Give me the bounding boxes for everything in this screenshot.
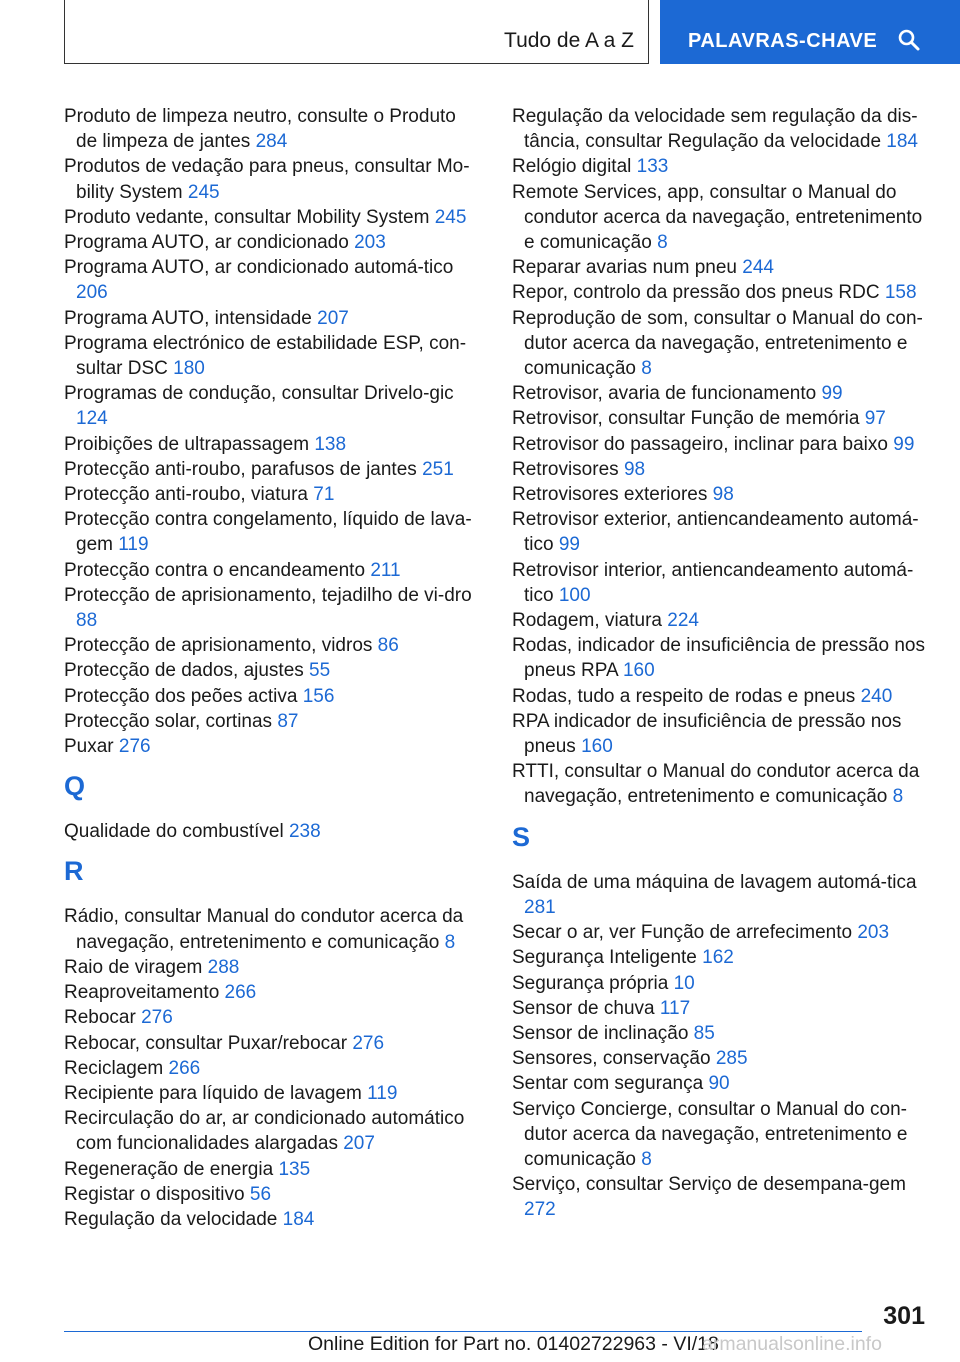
index-entry-text: Programas de condução, consultar Drivelo‐gic — [64, 383, 454, 405]
page-reference-link[interactable]: 99 — [893, 433, 915, 455]
page-reference-link[interactable]: 97 — [864, 408, 886, 430]
index-entry-text: Qualidade do combustível — [64, 821, 284, 843]
page-reference-link[interactable]: 86 — [377, 635, 399, 657]
index-entry-text: Rádio, consultar Manual do condutor acerca da navegação, entretenimento e comunicação — [64, 906, 464, 953]
index-entry — [64, 1157, 482, 1182]
index-entry-text: Retrovisor, avaria de funcionamento — [512, 383, 817, 405]
page-reference-link[interactable]: 133 — [636, 156, 669, 178]
index-entry — [64, 658, 482, 683]
tab-a-z[interactable] — [64, 0, 649, 64]
page-reference-link[interactable]: 276 — [118, 736, 151, 758]
index-entry — [512, 507, 932, 557]
index-entry-text: Recirculação do ar, ar condicionado automático com funcionalidades alargadas — [64, 1108, 465, 1155]
index-entry-text: Puxar — [64, 736, 114, 758]
index-entry-text: Serviço, consultar Serviço de desempana‐gem — [512, 1174, 906, 1196]
index-entry — [512, 180, 932, 256]
search-icon[interactable] — [897, 28, 921, 57]
index-entry-text: Serviço Concierge, consultar o Manual do con‐dutor acerca da navegação, entretenimento e comunicação — [512, 1098, 908, 1170]
page-reference-link[interactable]: 99 — [558, 534, 580, 556]
index-entry — [512, 971, 932, 996]
page-reference-link[interactable]: 203 — [354, 232, 386, 254]
index-entry-text: Segurança Inteligente — [512, 947, 697, 969]
index-entry — [64, 1056, 482, 1081]
page-reference-link[interactable]: 245 — [187, 181, 220, 203]
page-reference-link[interactable]: 156 — [302, 685, 335, 707]
index-entry-text: Produto vedante, consultar Mobility System — [64, 206, 430, 228]
page-reference-link[interactable]: 87 — [277, 710, 299, 732]
index-entry-text: Reprodução de som, consultar o Manual do con‐dutor acerca da navegação, entretenimento e comunicação — [512, 307, 923, 380]
index-entry-text: Protecção anti-roubo, viatura — [64, 484, 308, 506]
index-entry-text: Protecção de aprisionamento, tejadilho de vi‐dro — [64, 584, 472, 606]
page-reference-link[interactable]: 266 — [224, 982, 257, 1004]
index-entry — [64, 255, 482, 305]
index-entry-text: Repor, controlo da pressão dos pneus RDC — [512, 282, 880, 304]
index-entry — [64, 306, 482, 331]
page-reference-link[interactable]: 85 — [693, 1022, 715, 1044]
index-entry-text: Recipiente para líquido de lavagem — [64, 1082, 362, 1104]
index-entry — [64, 709, 482, 734]
index-entry — [512, 1046, 932, 1071]
index-entry — [64, 482, 482, 507]
page-reference-link[interactable]: 10 — [673, 972, 695, 994]
index-entry — [512, 759, 932, 809]
index-entry-text: Programa electrónico de estabilidade ESP, con‐sultar DSC — [64, 332, 467, 380]
index-entry — [64, 819, 482, 844]
index-entry — [512, 608, 932, 633]
index-entry — [512, 306, 932, 382]
page-reference-link[interactable]: 117 — [659, 997, 691, 1019]
index-entry-text: Relógio digital — [512, 156, 632, 178]
index-entry-text: Sentar com segurança — [512, 1073, 704, 1095]
index-letter-heading: S — [512, 821, 531, 852]
index-letter-heading: Q — [64, 771, 86, 802]
page-reference-link[interactable]: 184 — [886, 131, 918, 153]
index-entry — [512, 633, 932, 683]
index-entry — [64, 1106, 482, 1156]
index-entry-text: Rodas, indicador de insuficiência de pressão nos pneus RPA — [512, 635, 925, 682]
page-reference-link[interactable]: 285 — [715, 1048, 748, 1070]
page-reference-link[interactable]: 276 — [141, 1007, 173, 1029]
index-entry — [64, 1207, 482, 1232]
index-entry — [512, 406, 932, 431]
index-entry-text: Protecção de aprisionamento, vidros — [64, 635, 373, 657]
index-entry — [64, 734, 482, 759]
tab-keywords[interactable] — [660, 0, 960, 64]
page-reference-link[interactable]: 55 — [309, 660, 331, 682]
index-entry-text: Retrovisor do passageiro, inclinar para baixo — [512, 433, 888, 455]
page-reference-link[interactable]: 8 — [641, 1148, 652, 1170]
index-entry — [512, 104, 932, 154]
index-entry — [64, 684, 482, 709]
page-reference-link[interactable]: 207 — [317, 307, 349, 329]
index-entry-text: Retrovisores — [512, 458, 619, 480]
index-entry — [512, 709, 932, 759]
page-reference-link[interactable]: 245 — [434, 206, 467, 228]
index-entry-text: Produto de limpeza neutro, consulte o Produto de limpeza de jantes — [64, 106, 456, 153]
index-entry — [64, 104, 482, 154]
index-entry-text: Reciclagem — [64, 1057, 164, 1079]
page-reference-link[interactable]: 98 — [712, 484, 734, 506]
page-reference-link[interactable]: 240 — [860, 685, 893, 707]
page-reference-link[interactable]: 160 — [581, 736, 613, 758]
index-entry — [64, 1081, 482, 1106]
index-entry-text: Remote Services, app, consultar o Manual do condutor acerca da navegação, entretenimento e comunicação — [512, 181, 923, 254]
index-entry-text: Sensores, conservação — [512, 1048, 711, 1070]
index-entry-text: Rebocar, consultar Puxar/rebocar — [64, 1032, 348, 1054]
index-entry-text: Secar o ar, ver Função de arrefecimento — [512, 922, 853, 944]
index-entry — [512, 482, 932, 507]
tab-keywords-label: PALAVRAS-CHAVE — [688, 30, 878, 52]
index-entry — [64, 381, 482, 431]
index-entry — [64, 904, 482, 954]
index-entry-text: Protecção contra congelamento, líquido de lava‐gem — [64, 509, 472, 556]
index-entry — [512, 432, 932, 457]
page-reference-link[interactable]: 124 — [76, 408, 108, 430]
index-entry-text: Protecção contra o encandeamento — [64, 559, 366, 581]
index-entry — [512, 255, 932, 280]
page-reference-link[interactable]: 88 — [76, 610, 98, 632]
index-entry — [64, 1031, 482, 1056]
index-entry-text: Reaproveitamento — [64, 982, 220, 1004]
index-column-right — [512, 104, 932, 1223]
index-entry-text: Registar o dispositivo — [64, 1183, 245, 1205]
index-entry — [512, 381, 932, 406]
index-entry-text: Reparar avarias num pneu — [512, 257, 737, 279]
page-reference-link[interactable]: 281 — [524, 896, 556, 918]
index-entry — [512, 1021, 932, 1046]
index-entry-text: RPA indicador de insuficiência de pressão nos pneus — [512, 710, 902, 758]
index-entry-text: Rodas, tudo a respeito de rodas e pneus — [512, 685, 856, 707]
index-entry-text: Retrovisor exterior, antiencandeamento automá‐tico — [512, 509, 919, 556]
index-entry — [64, 1005, 482, 1030]
index-entry-text: Proibições de ultrapassagem — [64, 433, 310, 455]
index-entry-text: RTTI, consultar o Manual do condutor acerca da navegação, entretenimento e comunicação — [512, 761, 920, 808]
page-reference-link[interactable]: 71 — [313, 484, 335, 506]
page-reference-link[interactable]: 276 — [352, 1032, 385, 1054]
index-entry — [512, 154, 932, 179]
index-entry — [512, 457, 932, 482]
page-reference-link[interactable]: 288 — [207, 956, 240, 978]
index-letter-heading: R — [64, 856, 84, 887]
page-reference-link[interactable]: 56 — [249, 1183, 272, 1205]
index-entry — [64, 980, 482, 1005]
index-entry-text: Segurança própria — [512, 972, 669, 994]
index-entry-text: Protecção dos peões activa — [64, 685, 298, 707]
page-reference-link[interactable]: 160 — [622, 660, 655, 682]
page-reference-link[interactable]: 238 — [288, 821, 321, 843]
index-entry — [512, 870, 932, 920]
page-reference-link[interactable]: 184 — [282, 1208, 315, 1230]
page-reference-link[interactable]: 98 — [623, 458, 646, 480]
index-entry — [64, 154, 482, 204]
page-reference-link[interactable]: 251 — [422, 458, 454, 480]
page-reference-link[interactable]: 207 — [343, 1133, 375, 1155]
page-reference-link[interactable]: 211 — [370, 559, 401, 581]
page-reference-link[interactable]: 203 — [857, 922, 890, 944]
index-entry-text: Protecção de dados, ajustes — [64, 660, 304, 682]
index-entry-text: Programa AUTO, intensidade — [64, 307, 312, 329]
index-entry — [64, 507, 482, 557]
index-entry-text: Programa AUTO, ar condicionado — [64, 232, 349, 254]
page-reference-link[interactable]: 8 — [657, 232, 668, 254]
index-entry-text: Raio de viragem — [64, 956, 203, 978]
index-entry-text: Protecção solar, cortinas — [64, 710, 273, 732]
page-reference-link[interactable]: 284 — [255, 131, 288, 153]
page-reference-link[interactable]: 224 — [667, 610, 699, 632]
index-entry — [64, 1182, 482, 1207]
index-entry — [64, 457, 482, 482]
index-entry-text: Regulação da velocidade — [64, 1208, 278, 1230]
index-entry-text: Sensor de chuva — [512, 997, 655, 1019]
index-entry-text: Retrovisores exteriores — [512, 484, 708, 506]
page-reference-link[interactable]: 162 — [702, 947, 734, 969]
page-reference-link[interactable]: 8 — [892, 786, 904, 808]
index-entry-text: Regulação da velocidade sem regulação da dis‐tância, consultar Regulação da velocidade — [512, 106, 918, 153]
index-entry — [64, 633, 482, 658]
page-reference-link[interactable]: 100 — [558, 584, 591, 606]
page-reference-link[interactable]: 90 — [708, 1073, 730, 1095]
page-reference-link[interactable]: 244 — [742, 257, 774, 279]
index-entry-text: Sensor de inclinação — [512, 1022, 689, 1044]
index-entry — [512, 558, 932, 608]
page-reference-link[interactable]: 138 — [314, 433, 347, 455]
index-entry-text: Programa AUTO, ar condicionado automá‐tico — [64, 257, 454, 279]
index-entry — [512, 684, 932, 709]
index-entry — [64, 558, 482, 583]
index-entry — [512, 1172, 932, 1222]
page-reference-link[interactable]: 180 — [173, 358, 205, 380]
tab-a-z-label: Tudo de A a Z — [504, 29, 634, 52]
index-entry — [64, 205, 482, 230]
index-entry-text: Rodagem, viatura — [512, 610, 662, 632]
index-entry — [512, 1097, 932, 1173]
index-entry-text: Retrovisor interior, antiencandeamento automá‐tico — [512, 559, 914, 606]
page-reference-link[interactable]: 206 — [76, 282, 108, 304]
index-entry — [64, 955, 482, 980]
page-reference-link[interactable]: 119 — [118, 534, 149, 556]
index-entry-text: Rebocar — [64, 1007, 136, 1029]
index-entry-text: Protecção anti-roubo, parafusos de jantes — [64, 458, 417, 480]
index-entry-text: Produtos de vedação para pneus, consultar Mo‐bility System — [64, 156, 470, 203]
footer-divider — [64, 1331, 862, 1332]
index-entry — [64, 583, 482, 633]
page-reference-link[interactable]: 119 — [367, 1082, 398, 1104]
page-reference-link[interactable]: 272 — [524, 1199, 556, 1221]
page-reference-link[interactable]: 8 — [444, 931, 456, 953]
page-number: 301 — [883, 1302, 925, 1330]
index-entry — [512, 1071, 932, 1096]
footer-edition-text: Online Edition for Part no. 01402722963 - VI/18 — [308, 1333, 719, 1355]
index-column-left — [64, 104, 482, 1232]
index-entry — [512, 945, 932, 970]
page-reference-link[interactable]: 266 — [168, 1057, 201, 1079]
page-reference-link[interactable]: 99 — [821, 383, 843, 405]
index-entry — [64, 331, 482, 381]
index-entry — [512, 280, 932, 305]
page-reference-link[interactable]: 158 — [884, 282, 917, 304]
page-reference-link[interactable]: 8 — [641, 358, 652, 380]
index-entry — [512, 996, 932, 1021]
index-entry-text: Retrovisor, consultar Função de memória — [512, 408, 860, 430]
index-entry-text: Saída de uma máquina de lavagem automá‐tica — [512, 871, 917, 893]
footer-watermark: armanualsonline.info — [702, 1333, 882, 1355]
page-reference-link[interactable]: 135 — [278, 1158, 311, 1180]
index-entry — [64, 230, 482, 255]
index-entry — [64, 432, 482, 457]
index-entry-text: Regeneração de energia — [64, 1158, 274, 1180]
index-entry — [512, 920, 932, 945]
